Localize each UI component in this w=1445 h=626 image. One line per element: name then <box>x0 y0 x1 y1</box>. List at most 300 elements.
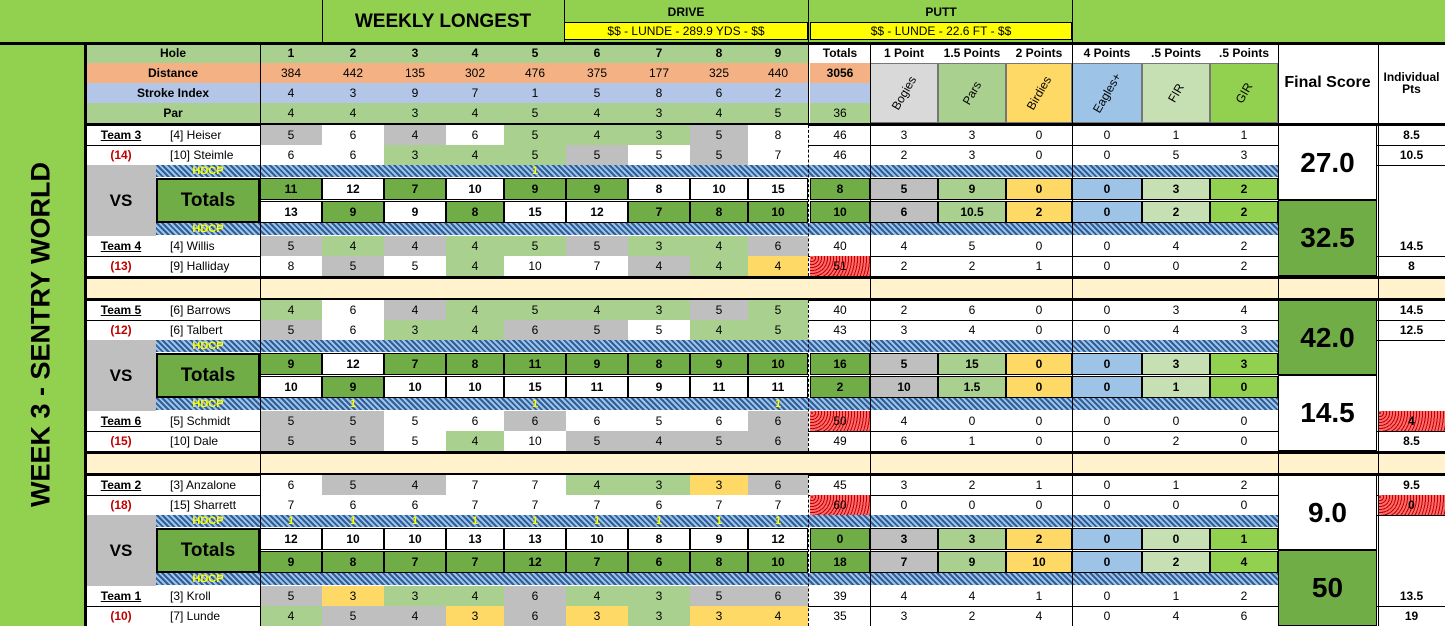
hole-score: 4 <box>446 586 504 606</box>
hdcp-stroke <box>566 573 628 585</box>
hole-score: 6 <box>322 300 384 320</box>
team-stat: 10 <box>870 376 938 398</box>
player-stat: 3 <box>968 128 976 142</box>
hdcp-stroke <box>504 573 566 585</box>
hole-score: 5 <box>628 145 690 165</box>
player-total: 43 <box>833 323 847 337</box>
team-hole-total: 8 <box>446 201 504 223</box>
hole-score: 4 <box>260 300 322 320</box>
team-sum: 8 <box>810 178 870 200</box>
hole-score: 4 <box>690 256 748 276</box>
team-hole-total: 7 <box>384 178 446 200</box>
hdcp-stroke <box>628 223 690 235</box>
player-total: 49 <box>833 434 847 448</box>
player-stat: 2 <box>900 259 908 273</box>
team-stat: 3 <box>1210 353 1278 375</box>
hdcp-stroke <box>566 340 628 352</box>
hole-score: 3 <box>628 586 690 606</box>
team-hole-total: 10 <box>384 528 446 550</box>
hole-score: 7 <box>260 495 322 515</box>
team-stat: 3 <box>1142 353 1210 375</box>
rule <box>322 0 323 42</box>
hole-score: 5 <box>504 300 566 320</box>
rule <box>260 42 261 626</box>
hdcp-stroke <box>260 398 322 410</box>
individual-points: 14.5 <box>1399 303 1424 317</box>
team-hole-total: 11 <box>748 376 808 398</box>
hole-score: 5 <box>322 256 384 276</box>
individual-points: 4 <box>1378 411 1445 431</box>
hole-score: 4 <box>748 256 808 276</box>
team-handicap: (14) <box>110 148 132 162</box>
team-stat: 1.5 <box>938 376 1006 398</box>
rule <box>1072 42 1073 626</box>
team-hole-total: 9 <box>566 353 628 375</box>
team-hole-total: 8 <box>322 551 384 573</box>
totals-label: Totals <box>156 528 260 573</box>
hole-score: 6 <box>748 586 808 606</box>
player-stat: 3 <box>900 323 908 337</box>
team-hole-total: 9 <box>384 201 446 223</box>
player-stat: 2 <box>968 259 976 273</box>
player-stat: 1 <box>1172 478 1180 492</box>
hole-header-cell: 135 <box>404 66 426 80</box>
hdcp-stroke <box>446 398 504 410</box>
team-hole-total: 10 <box>566 528 628 550</box>
hole-score: 6 <box>504 320 566 340</box>
hole-header-cell: 1 <box>531 86 539 100</box>
hole-header-cell: 4 <box>287 86 295 100</box>
player-stat: 2 <box>968 609 976 623</box>
team-hole-total: 11 <box>566 376 628 398</box>
hdcp-stroke: 1 <box>411 515 419 527</box>
hdcp-stroke <box>384 165 446 177</box>
hdcp-stroke <box>748 223 808 235</box>
hole-score: 5 <box>322 431 384 451</box>
player-stat: 2 <box>1240 478 1248 492</box>
stat-header: Bogies <box>888 73 920 113</box>
hdcp-stroke <box>384 340 446 352</box>
hole-score: 3 <box>628 125 690 145</box>
team-hole-total: 11 <box>690 376 748 398</box>
hole-score: 6 <box>322 320 384 340</box>
team-stat: 1 <box>1210 528 1278 550</box>
rule <box>0 42 1445 45</box>
hole-header-cell: 7 <box>655 46 663 60</box>
player-total: 40 <box>833 303 847 317</box>
team-hole-total: 6 <box>628 551 690 573</box>
hdcp-stroke: 1 <box>531 515 539 527</box>
player-stat: 1 <box>1035 478 1043 492</box>
hole-score: 6 <box>322 125 384 145</box>
hdcp-stroke <box>504 340 566 352</box>
hdcp-stroke <box>628 573 690 585</box>
team-name: Team 6 <box>100 414 142 428</box>
team-hole-total: 10 <box>384 376 446 398</box>
rule <box>1278 42 1279 626</box>
team-hole-total: 13 <box>446 528 504 550</box>
rule <box>808 475 809 626</box>
weekly-longest-title: WEEKLY LONGEST <box>322 0 564 42</box>
hdcp-label: HDCP <box>192 165 224 177</box>
hole-score: 4 <box>446 300 504 320</box>
hdcp-stroke <box>260 573 322 585</box>
player-stat: 2 <box>900 148 908 162</box>
player-stat: 1 <box>1035 259 1043 273</box>
player-stat: 0 <box>1103 148 1111 162</box>
hole-header-cell: 3 <box>411 46 419 60</box>
player-name: [3] Kroll <box>170 589 211 603</box>
team-hole-total: 10 <box>322 528 384 550</box>
hdcp-stroke: 1 <box>715 515 723 527</box>
hole-header-cell: 7 <box>471 86 479 100</box>
hole-header-cell: 9 <box>774 46 782 60</box>
match-gap <box>86 451 1445 475</box>
team-stat: 3 <box>938 528 1006 550</box>
hole-header-cell: 375 <box>586 66 608 80</box>
hdcp-stroke <box>690 223 748 235</box>
hole-score: 4 <box>446 256 504 276</box>
hole-score: 4 <box>566 125 628 145</box>
team-stat: 0 <box>1072 528 1142 550</box>
hole-score: 3 <box>446 606 504 626</box>
rule <box>808 42 809 124</box>
team-name: Team 5 <box>100 303 142 317</box>
individual-points: 12.5 <box>1399 323 1424 337</box>
player-stat: 0 <box>968 498 976 512</box>
team-stat: 0 <box>1072 551 1142 573</box>
individual-points: 0 <box>1378 495 1445 515</box>
player-name: [10] Steimle <box>170 148 234 162</box>
hole-score: 6 <box>446 411 504 431</box>
hole-header-cell: 302 <box>464 66 486 80</box>
player-total: 40 <box>833 239 847 253</box>
team-hole-total: 7 <box>566 551 628 573</box>
hole-score: 10 <box>504 431 566 451</box>
hole-score: 5 <box>566 145 628 165</box>
hdcp-stroke <box>748 573 808 585</box>
hole-score: 3 <box>628 475 690 495</box>
hdcp-stroke <box>566 223 628 235</box>
player-stat: 4 <box>968 589 976 603</box>
hole-score: 4 <box>690 236 748 256</box>
hole-score: 3 <box>384 145 446 165</box>
player-stat: 4 <box>900 239 908 253</box>
si-total <box>810 83 870 103</box>
hole-score: 5 <box>690 300 748 320</box>
player-stat: 0 <box>1103 128 1111 142</box>
hole-score: 6 <box>748 431 808 451</box>
team-hole-total: 13 <box>504 528 566 550</box>
team-stat: 0 <box>1072 201 1142 223</box>
player-stat: 0 <box>1103 414 1111 428</box>
team-hole-total: 9 <box>322 376 384 398</box>
hole-score: 4 <box>566 475 628 495</box>
hole-score: 6 <box>322 495 384 515</box>
hole-score: 6 <box>566 411 628 431</box>
hdcp-stroke <box>322 573 384 585</box>
player-stat: 5 <box>968 239 976 253</box>
hole-header-cell: 5 <box>531 106 539 120</box>
player-total: 45 <box>833 478 847 492</box>
hole-score: 4 <box>566 300 628 320</box>
player-stat: 1 <box>1172 589 1180 603</box>
team-hole-total: 15 <box>504 201 566 223</box>
player-name: [6] Talbert <box>170 323 223 337</box>
player-stat: 6 <box>1240 609 1248 623</box>
player-stat: 5 <box>1172 148 1180 162</box>
row-label: Hole <box>159 46 186 60</box>
hole-header-cell: 6 <box>715 86 723 100</box>
hole-score: 5 <box>566 236 628 256</box>
team-stat: 2 <box>1210 201 1278 223</box>
team-stat: 9 <box>938 178 1006 200</box>
hole-header-cell: 4 <box>593 106 601 120</box>
team-hole-total: 7 <box>446 551 504 573</box>
hole-score: 5 <box>260 236 322 256</box>
team-hole-total: 9 <box>260 353 322 375</box>
player-stat: 3 <box>1240 323 1248 337</box>
team-hole-total: 15 <box>748 178 808 200</box>
team-hole-total: 10 <box>748 201 808 223</box>
hdcp-stroke <box>690 573 748 585</box>
team-stat: 7 <box>870 551 938 573</box>
player-name: [6] Barrows <box>170 303 231 317</box>
player-stat: 6 <box>900 434 908 448</box>
hdcp-stroke <box>748 165 808 177</box>
player-stat: 1 <box>1240 128 1248 142</box>
hdcp-stroke <box>384 223 446 235</box>
player-stat: 0 <box>1035 128 1043 142</box>
player-stat: 4 <box>1172 323 1180 337</box>
player-total: 51 <box>810 256 870 276</box>
team-hole-total: 12 <box>504 551 566 573</box>
hole-score: 7 <box>748 495 808 515</box>
team-hole-total: 9 <box>260 551 322 573</box>
player-total: 46 <box>833 148 847 162</box>
player-stat: 0 <box>1035 323 1043 337</box>
individual-points: 14.5 <box>1399 239 1424 253</box>
final-score-b: 50 <box>1278 550 1377 626</box>
hole-score: 5 <box>260 411 322 431</box>
player-name: [15] Sharrett <box>170 498 237 512</box>
hole-score: 6 <box>690 411 748 431</box>
hole-score: 7 <box>504 475 566 495</box>
team-name: Team 1 <box>100 589 142 603</box>
hole-header-cell: 3 <box>349 86 357 100</box>
vs-label: VS <box>86 515 156 586</box>
player-name: [5] Schmidt <box>170 414 231 428</box>
team-stat: 4 <box>1210 551 1278 573</box>
hole-score: 3 <box>384 586 446 606</box>
rule <box>86 42 87 626</box>
hole-score: 7 <box>566 256 628 276</box>
player-name: [3] Anzalone <box>170 478 237 492</box>
hole-score: 4 <box>628 431 690 451</box>
final-score-a: 9.0 <box>1278 475 1377 550</box>
team-hole-total: 7 <box>384 353 446 375</box>
hdcp-stroke: 1 <box>531 398 539 410</box>
hole-score: 4 <box>260 606 322 626</box>
hole-header-cell: 4 <box>349 106 357 120</box>
team-hole-total: 12 <box>322 178 384 200</box>
player-stat: 3 <box>1172 303 1180 317</box>
putt-label: PUTT <box>925 5 957 19</box>
hole-header-cell: 3 <box>411 106 419 120</box>
rule <box>808 0 809 42</box>
team-hole-total: 11 <box>260 178 322 200</box>
hdcp-stroke <box>566 165 628 177</box>
player-stat: 0 <box>1240 498 1248 512</box>
hole-score: 8 <box>260 256 322 276</box>
hdcp-stroke <box>384 398 446 410</box>
hole-score: 4 <box>446 431 504 451</box>
hole-header-cell: 2 <box>774 86 782 100</box>
hole-score: 5 <box>690 586 748 606</box>
hole-score: 5 <box>628 411 690 431</box>
totals-header: Totals <box>822 46 858 60</box>
hdcp-stroke <box>446 223 504 235</box>
player-stat: 0 <box>1103 239 1111 253</box>
team-hole-total: 8 <box>628 353 690 375</box>
player-name: [9] Halliday <box>170 259 230 273</box>
hdcp-stroke <box>446 165 504 177</box>
hole-score: 4 <box>748 606 808 626</box>
individual-points: 9.5 <box>1403 478 1420 492</box>
player-stat: 0 <box>1103 498 1111 512</box>
player-stat: 0 <box>1103 434 1111 448</box>
hole-header-cell: 325 <box>708 66 730 80</box>
player-stat: 4 <box>1240 303 1248 317</box>
player-stat: 4 <box>1172 609 1180 623</box>
player-stat: 4 <box>1035 609 1043 623</box>
player-stat: 0 <box>1103 323 1111 337</box>
hole-score: 6 <box>748 411 808 431</box>
team-stat: 2 <box>1006 201 1072 223</box>
player-stat: 0 <box>1103 478 1111 492</box>
par-total: 36 <box>810 103 870 123</box>
player-total: 50 <box>810 411 870 431</box>
team-hole-total: 9 <box>566 178 628 200</box>
hdcp-stroke <box>504 223 566 235</box>
individual-points: 10.5 <box>1399 148 1424 162</box>
hole-score: 5 <box>260 431 322 451</box>
points-header: 2 Points <box>1015 46 1063 60</box>
rule <box>1072 0 1073 42</box>
player-name: [4] Heiser <box>170 128 222 142</box>
team-hole-total: 13 <box>260 201 322 223</box>
player-stat: 0 <box>1172 414 1180 428</box>
team-stat: 0 <box>1072 178 1142 200</box>
hole-header-cell: 3 <box>655 106 663 120</box>
stat-header: FIR <box>1165 81 1187 105</box>
distance-total: 3056 <box>810 63 870 83</box>
hole-score: 5 <box>322 475 384 495</box>
hole-score: 3 <box>628 300 690 320</box>
hole-score: 6 <box>260 145 322 165</box>
hdcp-label: HDCP <box>192 223 224 235</box>
team-hole-total: 12 <box>260 528 322 550</box>
hdcp-stroke: 1 <box>774 515 782 527</box>
hole-score: 6 <box>504 606 566 626</box>
hdcp-stroke: 1 <box>349 515 357 527</box>
hdcp-stroke <box>260 340 322 352</box>
team-stat: 10.5 <box>938 201 1006 223</box>
hdcp-stroke: 1 <box>531 165 539 177</box>
hole-header-cell: 6 <box>593 46 601 60</box>
team-stat: 0 <box>1006 376 1072 398</box>
hole-score: 4 <box>384 236 446 256</box>
team-hole-total: 10 <box>748 353 808 375</box>
team-sum: 18 <box>810 551 870 573</box>
hdcp-stroke <box>690 398 748 410</box>
hole-score: 7 <box>566 495 628 515</box>
hole-header-cell: 442 <box>342 66 364 80</box>
player-stat: 3 <box>900 128 908 142</box>
side-title: WEEK 3 - SENTRY WORLD <box>25 161 56 507</box>
points-header: 4 Points <box>1083 46 1131 60</box>
totals-label: Totals <box>156 353 260 398</box>
hole-score: 7 <box>504 495 566 515</box>
team-hole-total: 10 <box>690 178 748 200</box>
final-score-b: 14.5 <box>1278 375 1377 451</box>
stat-header: Birdies <box>1023 73 1055 113</box>
hole-header-cell: 4 <box>287 106 295 120</box>
hole-score: 5 <box>260 320 322 340</box>
player-stat: 0 <box>1035 498 1043 512</box>
player-stat: 0 <box>1103 609 1111 623</box>
team-hole-total: 7 <box>384 551 446 573</box>
hole-score: 6 <box>260 475 322 495</box>
hole-score: 4 <box>446 320 504 340</box>
team-sum: 10 <box>810 201 870 223</box>
hole-score: 5 <box>384 411 446 431</box>
player-stat: 0 <box>968 414 976 428</box>
hole-score: 3 <box>322 586 384 606</box>
hdcp-label: HDCP <box>192 340 224 352</box>
team-stat: 5 <box>870 353 938 375</box>
player-stat: 2 <box>1240 589 1248 603</box>
player-stat: 0 <box>1035 303 1043 317</box>
team-stat: 2 <box>1142 551 1210 573</box>
player-stat: 2 <box>1240 259 1248 273</box>
team-hole-total: 9 <box>322 201 384 223</box>
hole-score: 3 <box>628 236 690 256</box>
hole-score: 4 <box>384 606 446 626</box>
hole-score: 5 <box>322 606 384 626</box>
team-stat: 10 <box>1006 551 1072 573</box>
player-stat: 0 <box>1172 498 1180 512</box>
hole-score: 5 <box>504 125 566 145</box>
player-name: [7] Lunde <box>170 609 221 623</box>
team-hole-total: 9 <box>504 178 566 200</box>
hole-score: 4 <box>322 236 384 256</box>
stat-header: GIR <box>1232 80 1256 106</box>
team-handicap: (12) <box>110 323 132 337</box>
hdcp-label: HDCP <box>192 515 224 527</box>
player-stat: 0 <box>1035 148 1043 162</box>
hole-score: 3 <box>384 320 446 340</box>
team-hole-total: 10 <box>446 376 504 398</box>
stat-header: Eagles+ <box>1090 70 1124 116</box>
team-stat: 0 <box>1006 178 1072 200</box>
team-name: Team 4 <box>100 239 142 253</box>
team-stat: 1 <box>1142 376 1210 398</box>
rule <box>564 0 565 42</box>
hole-score: 3 <box>628 606 690 626</box>
hole-header-cell: 8 <box>715 46 723 60</box>
hole-score: 5 <box>566 431 628 451</box>
